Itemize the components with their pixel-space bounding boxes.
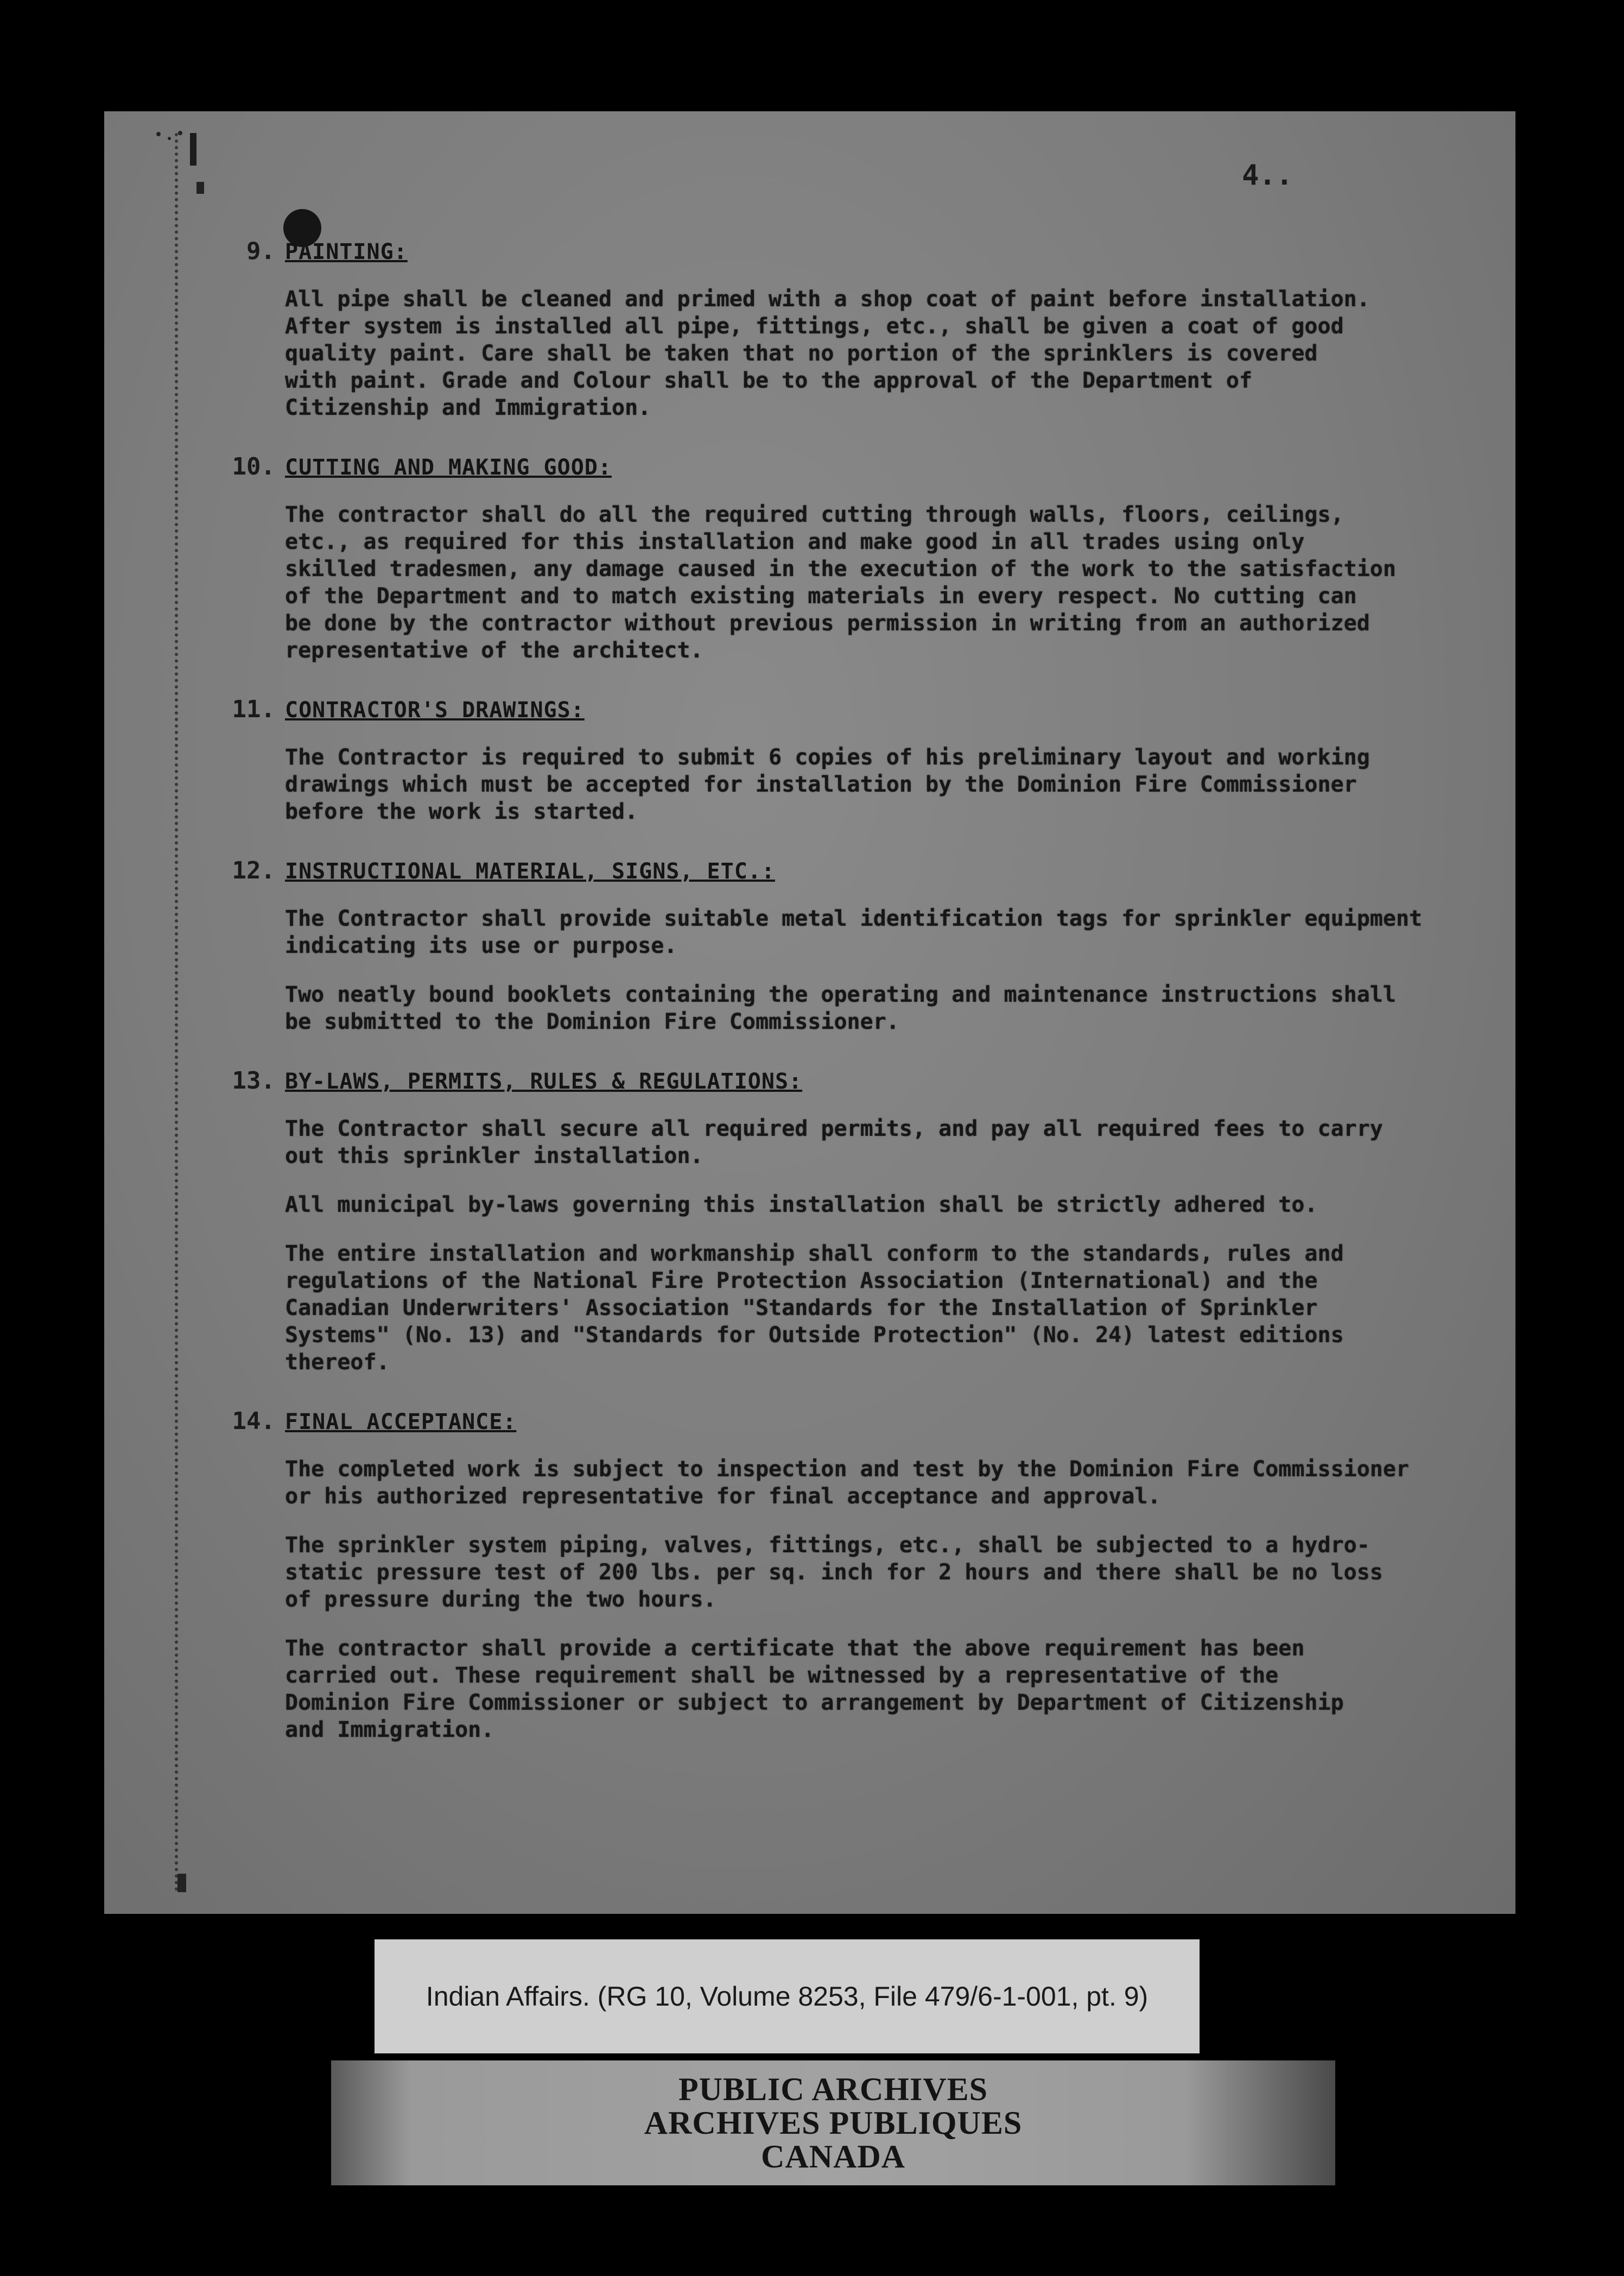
section-paragraph: The contractor shall provide a certificate that the above requirement has been carried out. These requirement shall be witnessed by a representative of the Dominion Fire Commissioner or subject to arrangement by Department of Citizenship and Immigration. <box>285 1636 1344 1742</box>
section-paragraph: Two neatly bound booklets containing the operating and maintenance instructions shall be submitted to the Dominion Fire Commissioner. <box>285 982 1396 1034</box>
section-paragraph: The contractor shall do all the required cutting through walls, floors, ceilings, etc., as required for this installation and make good in all trades using only skilled tradesmen, any damage caused in the execution of the work to the satisfaction of the Department and to match existing materials in every respect. No cutting can be done by the contractor without previous permission in writing from an authorized representative of the architect. <box>285 502 1396 663</box>
section-heading <box>215 696 1464 723</box>
section-paragraph: The entire installation and workmanship shall conform to the standards, rules and regulations of the National Fire Protection Association (International) and the Canadian Underwriters' Association "Standards for the Installation of Sprinkler Systems" (No. 13) and "Standards for Outside Protection" (No. 24) latest editions thereof. <box>285 1241 1344 1375</box>
section-paragraph: All municipal by-laws governing this installation shall be strictly adhered to. <box>285 1192 1318 1217</box>
section-paragraph: The Contractor is required to submit 6 copies of his preliminary layout and working drawings which must be accepted for installation by the Dominion Fire Commissioner before the work is started. <box>285 745 1370 824</box>
section-title: PAINTING: <box>285 239 408 264</box>
section-heading <box>215 857 1464 884</box>
archive-stamp <box>331 2060 1335 2185</box>
section-heading <box>215 237 1464 265</box>
section-title: CUTTING AND MAKING GOOD: <box>285 455 612 480</box>
section-number: 13. <box>232 1067 275 1095</box>
section-number: 10. <box>232 453 275 481</box>
section-paragraph: The sprinkler system piping, valves, fittings, etc., shall be subjected to a hydro- static pressure test of 200 lbs. per sq. inch for 2 hours and there shall be no loss of pressure during the two hours. <box>285 1533 1383 1612</box>
bottom-mark <box>177 1874 186 1892</box>
archive-stamp-line: PUBLIC ARCHIVES <box>678 2071 988 2107</box>
page-number: 4.. <box>1242 159 1293 192</box>
sections <box>215 237 1464 1775</box>
section-cutting <box>215 453 1464 664</box>
section-title: INSTRUCTIONAL MATERIAL, SIGNS, ETC.: <box>285 859 775 884</box>
archive-stamp-line: CANADA <box>761 2139 905 2174</box>
section-heading <box>215 453 1464 481</box>
section-number: 11. <box>232 696 275 723</box>
section-number: 12. <box>232 857 275 884</box>
section-title: BY-LAWS, PERMITS, RULES & REGULATIONS: <box>285 1069 803 1094</box>
section-title: FINAL ACCEPTANCE: <box>285 1409 517 1434</box>
section-paragraph: The Contractor shall provide suitable metal identification tags for sprinkler equipment indicating its use or purpose. <box>285 906 1423 958</box>
section-heading <box>215 1067 1464 1095</box>
section-paragraph: The Contractor shall secure all required permits, and pay all required fees to carry out this sprinkler installation. <box>285 1116 1383 1168</box>
corner-marks <box>126 122 213 231</box>
archive-reference-label <box>375 1939 1200 2053</box>
section-heading <box>215 1407 1464 1435</box>
archive-stamp-text <box>331 2060 1335 2185</box>
section-drawings <box>215 696 1464 825</box>
section-final-acceptance <box>215 1407 1464 1743</box>
archive-stamp-line: ARCHIVES PUBLIQUES <box>644 2105 1023 2141</box>
section-bylaws <box>215 1067 1464 1376</box>
section-instructional <box>215 857 1464 1035</box>
document-page <box>104 111 1515 1914</box>
section-painting <box>215 237 1464 421</box>
archive-reference-text: Indian Affairs. (RG 10, Volume 8253, File 479/6-1-001, pt. 9) <box>426 1981 1149 2012</box>
section-number: 9. <box>246 237 275 265</box>
binder-holes <box>175 133 200 1892</box>
section-paragraph: All pipe shall be cleaned and primed with a shop coat of paint before installation. After system is installed all pipe, fittings, etc., shall be given a coat of good quality paint. Care shall be taken that no portion of the sprinklers is covered with paint. Grade and Colour shall be to the approval of the Department of Citizenship and Immigration. <box>285 287 1370 420</box>
section-title: CONTRACTOR'S DRAWINGS: <box>285 698 585 723</box>
section-number: 14. <box>232 1407 275 1435</box>
section-paragraph: The completed work is subject to inspection and test by the Dominion Fire Commissioner or his authorized representative for final acceptance and approval. <box>285 1457 1410 1509</box>
